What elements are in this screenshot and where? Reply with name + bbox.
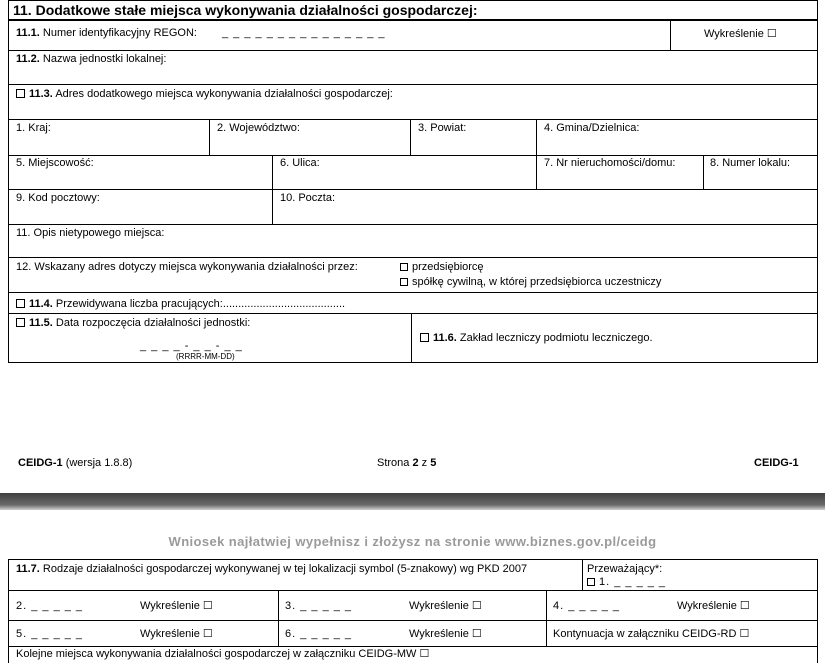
place-description-field[interactable]: 11. Opis nietypowego miejsca: [16,227,165,239]
pkd-label: 11.7. Rodzaje działalności gospodarczej wykonywanej w tej lokalizacji symbol (5-znakowy) wg PKD 2007 [16,563,528,575]
continuation-rd-checkbox[interactable]: Kontynuacja w załączniku CEIDG-RD ☐ [553,628,750,640]
regon-field[interactable]: _ _ _ _ _ _ _ _ _ _ _ _ _ _ _ [222,27,386,39]
address-applies-label: 12. Wskazany adres dotyczy miejsca wykonywania działalności przez: [16,261,358,273]
pkd-strike-4[interactable]: Wykreślenie ☐ [677,600,750,612]
post-office-field[interactable]: 10. Poczta: [280,192,336,204]
checkbox-icon [16,299,25,308]
commune-field[interactable]: 4. Gmina/Dzielnica: [544,122,640,134]
regon-strike-checkbox[interactable]: Wykreślenie ☐ [704,28,777,40]
regon-label: 11.1. Numer identyfikacyjny REGON: [16,27,197,39]
checkbox-icon [400,263,408,271]
option-civil-partnership[interactable]: spółkę cywilną, w której przedsiębiorca uczestniczy [400,276,661,289]
local-unit-name-field[interactable]: 11.2. Nazwa jednostki lokalnej: [16,53,167,65]
country-field[interactable]: 1. Kraj: [16,122,51,134]
pkd-field-6[interactable]: 6. _ _ _ _ _ [285,628,353,640]
county-field[interactable]: 3. Powiat: [418,122,467,134]
locality-field[interactable]: 5. Miejscowość: [16,157,94,169]
pkd-strike-2[interactable]: Wykreślenie ☐ [140,600,213,612]
address-section-checkbox[interactable]: 11.3. Adres dodatkowego miejsca wykonywania działalności gospodarczej: [16,88,393,101]
checkbox-icon [420,333,429,342]
pkd-strike-3[interactable]: Wykreślenie ☐ [409,600,482,612]
building-number-field[interactable]: 7. Nr nieruchomości/domu: [544,157,676,169]
main-activity-field[interactable]: 1. _ _ _ _ _ [587,576,666,589]
voivodeship-field[interactable]: 2. Województwo: [217,122,300,134]
page-separator [0,493,825,510]
employees-count-field[interactable]: 11.4. Przewidywana liczba pracujących:........................................ [16,298,345,311]
start-date-field[interactable]: _ _ _ _ - _ _ - _ _ [140,340,243,352]
postal-code-field[interactable]: 9. Kod pocztowy: [16,192,100,204]
medical-facility-checkbox[interactable]: 11.6. Zakład leczniczy podmiotu leczniczego. [420,332,653,345]
section-title: 11. Dodatkowe stałe miejsca wykonywania działalności gospodarczej: [13,2,478,18]
pkd-field-3[interactable]: 3. _ _ _ _ _ [285,600,353,612]
form-code: CEIDG-1 [754,457,799,469]
pkd-strike-5[interactable]: Wykreślenie ☐ [140,628,213,640]
checkbox-icon [587,578,595,586]
pkd-field-5[interactable]: 5. _ _ _ _ _ [16,628,84,640]
date-format-hint: (RRRR-MM-DD) [176,352,235,361]
pkd-strike-6[interactable]: Wykreślenie ☐ [409,628,482,640]
page-number: Strona 2 z 5 [377,457,437,469]
checkbox-icon [16,89,25,98]
pkd-field-4[interactable]: 4. _ _ _ _ _ [553,600,621,612]
website-banner: Wniosek najłatwiej wypełnisz i złożysz na stronie www.biznes.gov.pl/ceidg [168,534,657,549]
unit-number-field[interactable]: 8. Numer lokalu: [710,157,791,169]
form-version: CEIDG-1 (wersja 1.8.8) [18,457,133,469]
street-field[interactable]: 6. Ulica: [280,157,320,169]
checkbox-icon [400,278,408,286]
next-locations-mw-checkbox[interactable]: Kolejne miejsca wykonywania działalności gospodarczej w załączniku CEIDG-MW ☐ [16,648,430,660]
start-date-checkbox[interactable]: 11.5. Data rozpoczęcia działalności jednostki: [16,317,250,330]
main-activity-label: Przeważający*: [587,563,663,575]
option-entrepreneur[interactable]: przedsiębiorcę [400,261,484,274]
pkd-field-2[interactable]: 2. _ _ _ _ _ [16,600,84,612]
checkbox-icon [16,318,25,327]
